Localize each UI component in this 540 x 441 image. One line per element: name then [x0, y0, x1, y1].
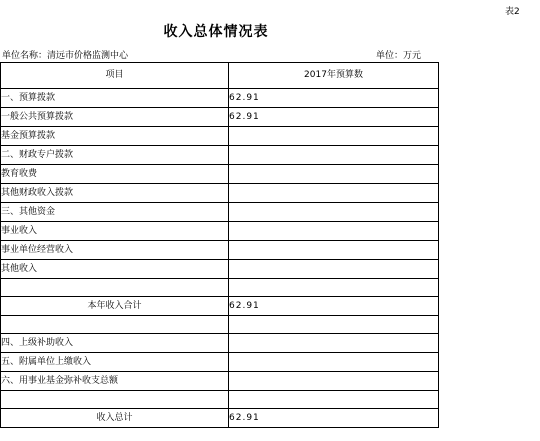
page-title: 收入总体情况表 [163, 24, 269, 40]
row-label: 基金预算拨款 [1, 127, 229, 146]
table-row [1, 241, 439, 260]
row-label [1, 279, 229, 297]
table-row [1, 316, 439, 334]
row-amount [229, 316, 439, 334]
table-row [1, 391, 439, 409]
row-label: 事业收入 [1, 222, 229, 241]
row-amount: 62.91 [229, 89, 439, 108]
table-row [1, 165, 439, 184]
header-budget-2017: 2017年预算数 [229, 63, 439, 89]
income-summary-table [0, 62, 439, 428]
row-amount [229, 165, 439, 184]
row-label [1, 316, 229, 334]
table-row [1, 203, 439, 222]
row-label: 五、附属单位上缴收入 [1, 353, 229, 372]
row-amount [229, 241, 439, 260]
header-item: 项目 [1, 63, 229, 89]
table-row [1, 353, 439, 372]
row-amount: 62.91 [229, 108, 439, 127]
row-amount: 62.91 [229, 409, 439, 428]
table-header-row [1, 63, 439, 89]
row-amount [229, 260, 439, 279]
table-row [1, 372, 439, 391]
currency-unit-label: 单位：万元 [376, 51, 422, 61]
row-amount [229, 353, 439, 372]
row-label: 二、财政专户拨款 [1, 146, 229, 165]
table-row [1, 297, 439, 316]
row-label: 其他收入 [1, 260, 229, 279]
form-number: 表2 [505, 7, 520, 17]
row-label: 本年收入合计 [1, 297, 229, 316]
row-amount [229, 391, 439, 409]
table-row [1, 184, 439, 203]
row-amount [229, 334, 439, 353]
table-row [1, 260, 439, 279]
row-label [1, 391, 229, 409]
row-label: 教育收费 [1, 165, 229, 184]
row-label: 事业单位经营收入 [1, 241, 229, 260]
row-label: 六、用事业基金弥补收支总额 [1, 372, 229, 391]
row-amount: 62.91 [229, 297, 439, 316]
table-row [1, 127, 439, 146]
row-label: 一般公共预算拨款 [1, 108, 229, 127]
table-row [1, 108, 439, 127]
table-row [1, 334, 439, 353]
row-label: 一、预算拨款 [1, 89, 229, 108]
row-amount [229, 184, 439, 203]
table-row [1, 89, 439, 108]
row-label: 收入总计 [1, 409, 229, 428]
row-amount [229, 203, 439, 222]
table-row [1, 146, 439, 165]
row-label: 三、其他资金 [1, 203, 229, 222]
row-amount [229, 372, 439, 391]
row-amount [229, 222, 439, 241]
table-row [1, 222, 439, 241]
table-row [1, 409, 439, 428]
row-amount [229, 127, 439, 146]
row-label: 其他财政收入拨款 [1, 184, 229, 203]
table-row [1, 279, 439, 297]
row-label: 四、上级补助收入 [1, 334, 229, 353]
row-amount [229, 146, 439, 165]
row-amount [229, 279, 439, 297]
unit-name-label: 单位名称：清远市价格监测中心 [2, 51, 129, 61]
